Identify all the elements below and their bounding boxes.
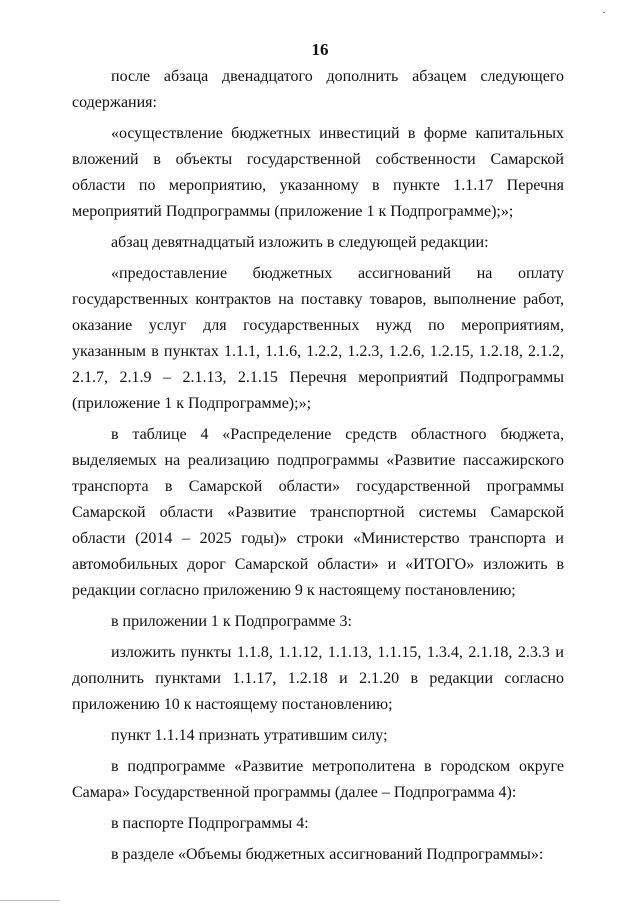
- scan-edge-line: [0, 900, 60, 901]
- document-body: [72, 64, 564, 868]
- page-number: 16: [311, 40, 329, 59]
- paragraph-2: «осуществление бюджетных инвестиций в форме капитальных вложений в объекты государственной собственности Самарской области по мероприятию, указанному в пункте 1.1.17 Перечня мероприятий Подпрограммы (приложение 1 к Подпрограмме);»;: [72, 125, 564, 220]
- paragraph-4: «предоставление бюджетных ассигнований на оплату государственных контрактов на поставку товаров, выполнение работ, оказание услуг для государственных нужд по мероприятиям, указанным в пунктах 1.1.1, 1.1.6, 1.2.2, 1.2.3, 1.2.6, 1.2.15, 1.2.18, 2.1.2, 2.1.7, 2.1.9 – 2.1.13, 2.1.15 Перечня мероприятий Подпрограммы (приложение 1 к Подпрограмме);»;: [72, 265, 564, 412]
- paragraph-11: в разделе «Объемы бюджетных ассигнований Подпрограммы»:: [111, 846, 544, 863]
- paragraph-3: абзац девятнадцатый изложить в следующей редакции:: [111, 234, 489, 251]
- paragraph-8: пункт 1.1.14 признать утратившим силу;: [111, 727, 388, 744]
- paragraph-6: в приложении 1 к Подпрограмме 3:: [111, 613, 352, 630]
- paragraph-9: в подпрограмме «Развитие метрополитена в городском округе Самара» Государственной программы (далее – Подпрограмма 4):: [72, 758, 564, 801]
- paragraph-1: после абзаца двенадцатого дополнить абзацем следующего содержания:: [72, 68, 564, 111]
- paragraph-5: в таблице 4 «Распределение средств областного бюджета, выделяемых на реализацию подпрограммы «Развитие пассажирского транспорта в Самарской области» государственной программы Самарской области «Развитие транспортной системы Самарской области (2014 – 2025 годы)» строки «Министерство транспорта и автомобильных дорог Самарской области» и «ИТОГО» изложить в редакции согласно приложению 9 к настоящему постановлению;: [72, 426, 564, 599]
- scan-mark: [603, 12, 605, 13]
- paragraph-10: в паспорте Подпрограммы 4:: [111, 815, 309, 832]
- paragraph-7: изложить пункты 1.1.8, 1.1.12, 1.1.13, 1.1.15, 1.3.4, 2.1.18, 2.3.3 и дополнить пунктами 1.1.17, 1.2.18 и 2.1.20 в редакции согласно приложению 10 к настоящему постановлению;: [72, 644, 564, 713]
